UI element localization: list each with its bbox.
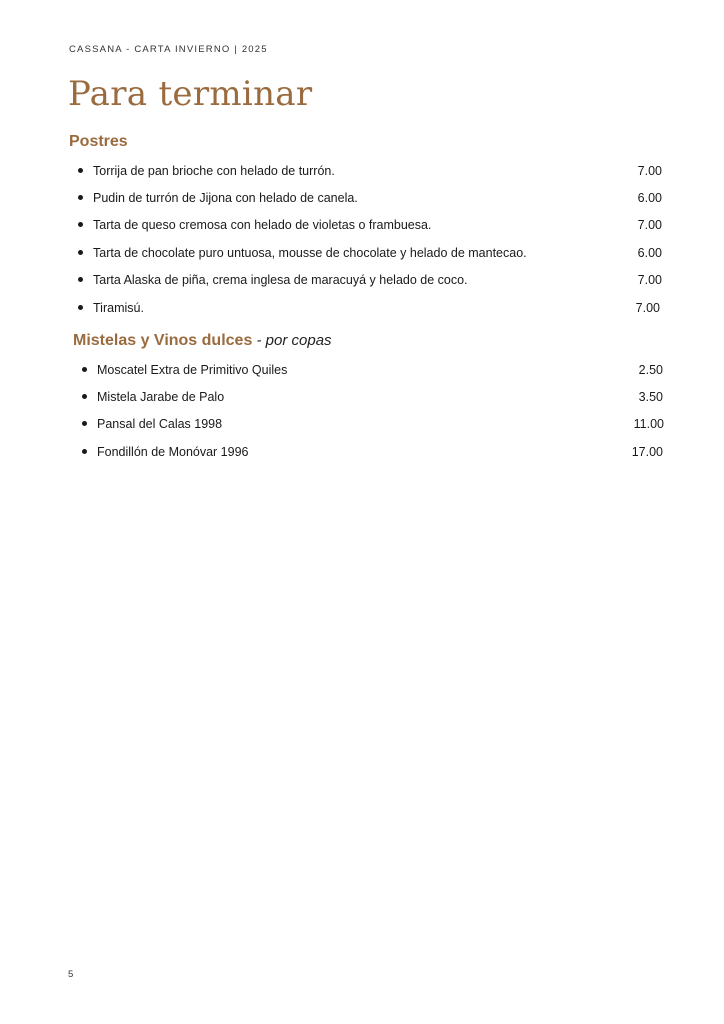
item-name: Tarta Alaska de piña, crema inglesa de maracuyá y helado de coco.	[93, 273, 468, 288]
page-number: 5	[68, 969, 74, 980]
list-item	[82, 356, 664, 383]
bullet-icon	[78, 168, 83, 173]
item-name: Moscatel Extra de Primitivo Quiles	[97, 362, 288, 377]
section-title-mistelas	[73, 332, 332, 350]
bullet-icon	[82, 449, 87, 454]
postres-list	[78, 157, 662, 321]
item-price: 7.00	[635, 300, 660, 315]
item-name: Pudin de turrón de Jijona con helado de canela.	[93, 191, 358, 206]
list-item	[82, 411, 664, 438]
bullet-icon	[82, 421, 87, 426]
section-subtitle: - por copas	[252, 332, 332, 349]
item-name: Fondillón de Monóvar 1996	[97, 444, 249, 459]
running-header: CASSANA - CARTA INVIERNO | 2025	[69, 44, 268, 55]
item-name: Tiramisú.	[93, 300, 144, 315]
item-name: Tarta de queso cremosa con helado de violetas o frambuesa.	[93, 218, 432, 233]
list-item	[82, 438, 664, 465]
bullet-icon	[82, 367, 87, 372]
list-item	[82, 383, 664, 410]
item-name: Torrija de pan brioche con helado de turrón.	[93, 163, 335, 178]
page-title: Para terminar	[68, 74, 313, 114]
item-price: 11.00	[633, 417, 664, 432]
item-price: 7.00	[637, 163, 662, 178]
list-item	[78, 184, 662, 211]
bullet-icon	[78, 222, 83, 227]
section-title-postres	[69, 133, 128, 151]
section-title-label: Postres	[69, 133, 128, 150]
item-name: Mistela Jarabe de Palo	[97, 390, 225, 405]
mistelas-list	[82, 356, 664, 466]
bullet-icon	[78, 305, 83, 310]
item-price: 7.00	[637, 218, 662, 233]
list-item	[78, 239, 662, 266]
bullet-icon	[78, 195, 83, 200]
bullet-icon	[82, 394, 87, 399]
list-item	[78, 267, 662, 294]
item-name: Tarta de chocolate puro untuosa, mousse de chocolate y helado de mantecao.	[93, 245, 527, 260]
item-price: 6.00	[637, 245, 662, 260]
item-price: 2.50	[638, 362, 663, 377]
section-title-label: Mistelas y Vinos dulces	[73, 332, 253, 349]
item-price: 17.00	[631, 444, 663, 459]
list-item	[78, 294, 662, 321]
bullet-icon	[78, 277, 83, 282]
item-price: 3.50	[638, 390, 663, 405]
item-price: 6.00	[637, 191, 662, 206]
list-item	[78, 212, 662, 239]
item-name: Pansal del Calas 1998	[97, 417, 223, 432]
item-price: 7.00	[637, 273, 662, 288]
list-item	[78, 157, 662, 184]
bullet-icon	[78, 250, 83, 255]
